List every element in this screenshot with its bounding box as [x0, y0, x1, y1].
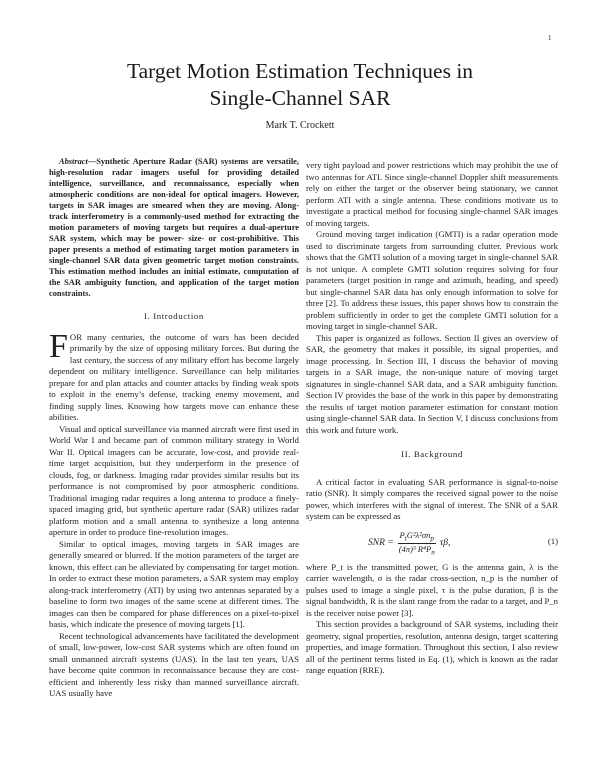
intro-paragraph-1-text: OR many centuries, the outcome of wars has been decided primarily by the size of opposing military forces. But during the last century, the success of any military effort has become largely dependent on military intelligence. Surveillance can help militaries prepare for and plan attacks and counter attacks by finding weak spots to exploit in the enemy’s defense, tracking enemy movement, and finding supply lines. Knowing how targets move can enhance these abilities.	[49, 331, 299, 422]
drop-cap: F	[49, 327, 68, 365]
intro-paragraph-4-continued: very tight payload and power restrictions which may prohibit the use of two antennas for ATI. Since single-channel Doppler shift measurements rely on either the target or the observer being stationary, we cannot perform ATI with a single antenna. These conditions motivate us to investigate a practical method for focusing single-channel SAR images of moving targets.	[306, 160, 558, 228]
background-paragraph-2: where P_t is the transmitted power, G is the antenna gain, λ is the carrier wavelength, σ is the radar cross-section, n_p is the number of pulses used to image a single pixel, τ is the pulse duration, β is the signal bandwidth, R is the slant range from the radar to a target, and P_n is the receiver noise power [3].	[306, 561, 558, 618]
page-number: 1	[548, 34, 552, 42]
title-line-1: Target Motion Estimation Techniques in	[126, 59, 474, 83]
equation-denominator: (4π)³ $R^4P_n$	[398, 544, 435, 557]
equation-tail: τβ,	[439, 537, 451, 548]
left-column	[49, 156, 299, 700]
right-column	[306, 160, 558, 677]
intro-paragraph-3: Similar to optical images, moving targets in SAR images are generally smeared or blurred. If the motion parameters of the target are known, this effect can be alleviated by compensating for target motion. In order to extract these motion parameters, a SAR system may employ along-track interferometry (ATI) by using two antennas separated by a baseline to form two images of the same scene at different times. The images can then be compared for phase differences on a pixel-to-pixel basis, which indicate the presence of moving targets [1].	[49, 538, 299, 629]
paper-title	[60, 58, 540, 112]
intro-paragraph-organization: This paper is organized as follows. Section II gives an overview of SAR, the geometry that makes it possible, its signal properties, and image processing. In Section III, I discuss the behavior of moving targets in a SAR image, the non-unique nature of moving target signatures in single-channel SAR data, and a SAR ambiguity function. Section IV provides the base of the work in this paper by demonstrating the results of target motion parameter estimation for constant motion using single-channel SAR data. In Section V, I discuss conclusions from this work and future work.	[306, 332, 558, 435]
abstract-label: Abstract	[59, 157, 88, 166]
section-heading-background: II. Background	[401, 449, 463, 459]
author-name: Mark T. Crockett	[265, 120, 335, 131]
abstract	[49, 156, 299, 299]
background-paragraph-3: This section provides a background of SAR systems, including their geometry, signal properties, resolution, antenna design, target scattering properties, and image formation. Throughout this section, I also review all of the pertinent terms listed in Eq. (1), which is known as the radar range equation (RRE).	[306, 619, 558, 675]
equation-fraction	[397, 530, 437, 558]
section-heading-introduction: I. Introduction	[144, 311, 204, 321]
equation-number: (1)	[547, 535, 558, 546]
intro-paragraph-1	[49, 327, 299, 424]
snr-equation	[306, 528, 558, 556]
equation-lhs: SNR =	[368, 537, 394, 548]
title-line-2: Single-Channel SAR	[209, 86, 391, 110]
intro-paragraph-gmti: Ground moving target indication (GMTI) is a radar operation mode used to discriminate targets from surrounding clutter. Previous work shows that the GMTI solution of a moving target in single-channel SAR is not unique. A complete GMTI solution requires solving for four parameters (target position in range and azimuth, heading, and speed) but single-channel SAR data has only enough information to solve for three [2]. To address these issues, this paper shows how to constrain the problem sufficiently in order to get the complete GMTI solution for a moving target in single-channel SAR.	[306, 229, 558, 331]
equation-numerator: $P_tG^2\lambda^2\sigma n_p$	[399, 529, 434, 543]
intro-paragraph-2: Visual and optical surveillance via manned aircraft were first used in World War I and became part of common military strategy in World War II. Optical imagers can be accurate, low-cost, and provide real-time target acquisition, but they underperform in the presence of clouds, fog, or darkness. Imaging radar provides similar results but its performance is not compromised by poor atmospheric conditions. Traditional imaging radar requires a long antenna to produce a finely-spaced imaging grid, but synthetic aperture radar (SAR) utilizes radar platform motion and a small antenna to synthesize a long antenna aperture in order to produce fine-resolution images.	[49, 423, 299, 537]
equation-body	[368, 530, 450, 558]
abstract-text: —Synthetic Aperture Radar (SAR) systems are versatile, high-resolution radar imagers useful for providing detailed intelligence, surveillance, and reconnaissance, especially when atmospheric conditions are non-ideal for optical imagers. However, targets in SAR images are smeared when they are moving. Along-track interferometry is a commonly-used method for extracting the motion parameters of moving targets but requires a dual-aperture SAR system, which may be power- size- or cost-prohibitive. This paper presents a method of estimating target motion parameters in single-channel SAR data given geometric target motion constraints. This estimation method includes an initial estimate, computation of the SAR ambiguity function, and application of the target motion constraints.	[49, 157, 299, 298]
intro-paragraph-4: Recent technological advancements have facilitated the development of small, low-power, low-cost SAR systems which are often found on small unmanned aircraft systems (UAS). In the last ten years, UAS have become quite common in reconnaissance because they are cost-efficient and inherently less risky than manned surveillance aircraft. UAS usually have	[49, 630, 299, 698]
background-paragraph-1: A critical factor in evaluating SAR performance is signal-to-noise ratio (SNR). It simply compares the received signal power to the noise power, which interferes with the signal of interest. The SNR of a SAR system can be expressed as	[306, 476, 558, 521]
